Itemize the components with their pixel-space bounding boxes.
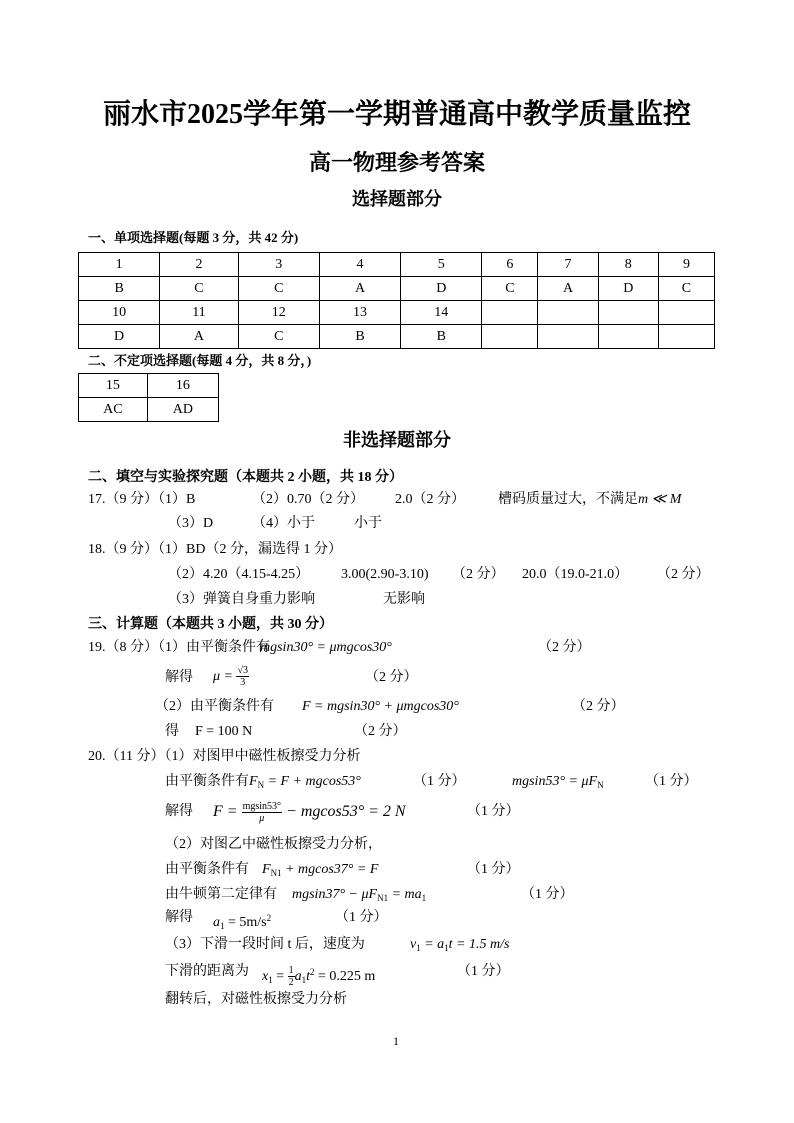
formula: F = 100 N bbox=[195, 724, 253, 739]
formula: F = mgsin30° + μmgcos30° bbox=[302, 699, 459, 714]
part-heading-choice: 选择题部分 bbox=[352, 189, 442, 209]
table-cell: C bbox=[238, 277, 319, 301]
formula: $v_1 = a_1t = 1.5$ m/s bbox=[410, 937, 510, 953]
table-cell: 4 bbox=[319, 253, 400, 277]
table-cell: A bbox=[538, 277, 598, 301]
table-cell: B bbox=[319, 325, 400, 349]
score-text: （2 分） bbox=[572, 699, 625, 714]
score-text: （1 分） bbox=[335, 910, 388, 925]
answer-text: （2）对图乙中磁性板擦受力分析， bbox=[165, 837, 382, 852]
section-heading: 一、单项选择题(每题 3 分，共 42 分) bbox=[88, 230, 299, 245]
answer-text: （4）小于 bbox=[252, 516, 315, 531]
score-text: （1 分） bbox=[457, 964, 510, 979]
table-cell: 6 bbox=[482, 253, 538, 277]
table-cell: A bbox=[160, 325, 238, 349]
answer-text: 解得 bbox=[165, 910, 193, 925]
table-row bbox=[79, 301, 715, 325]
table-cell bbox=[538, 301, 598, 325]
formula: $x_1$ = $\frac{1}{2}$ $a_1t^2 = 0.225$ m bbox=[262, 965, 376, 989]
table-row bbox=[79, 253, 715, 277]
answer-text: 翻转后，对磁性板擦受力分析 bbox=[165, 992, 347, 1007]
table-cell: C bbox=[482, 277, 538, 301]
table-cell bbox=[482, 301, 538, 325]
table-row bbox=[79, 277, 715, 301]
section-heading: 二、填空与实验探究题（本题共 2 小题，共 18 分） bbox=[88, 470, 403, 485]
section-heading: 三、计算题（本题共 3 小题，共 30 分） bbox=[88, 617, 333, 632]
answer-text: 19.（8 分）（1）由平衡条件有 bbox=[88, 640, 270, 655]
answer-text: 解得 bbox=[165, 670, 193, 685]
answer-text: （3）弹簧自身重力影响 bbox=[168, 592, 315, 607]
answer-table-multi bbox=[78, 373, 219, 422]
table-cell: 8 bbox=[598, 253, 658, 277]
answer-text: 槽码质量过大，不满足m ≪ M bbox=[498, 492, 682, 507]
table-cell bbox=[482, 325, 538, 349]
table-cell: 2 bbox=[160, 253, 238, 277]
table-cell: C bbox=[238, 325, 319, 349]
table-cell: B bbox=[401, 325, 482, 349]
table-cell: 15 bbox=[79, 374, 148, 398]
table-cell: 12 bbox=[238, 301, 319, 325]
formula: $mgsin53^\circ = \mu F_N$ bbox=[512, 774, 604, 790]
table-cell: 3 bbox=[238, 253, 319, 277]
table-cell: 14 bbox=[401, 301, 482, 325]
formula: mgsin30° = μmgcos30° bbox=[260, 640, 392, 655]
score-text: （2 分） bbox=[452, 567, 505, 582]
formula: $mgsin37^\circ - \mu F_{N1} = ma_1$ bbox=[292, 887, 427, 903]
table-cell bbox=[658, 301, 714, 325]
table-cell: 11 bbox=[160, 301, 238, 325]
answer-table-single bbox=[78, 252, 715, 349]
answer-text: 得 bbox=[165, 724, 179, 739]
score-text: （1 分） bbox=[413, 774, 466, 789]
answer-text: 解得 bbox=[165, 804, 193, 819]
table-cell: AC bbox=[79, 398, 148, 422]
table-cell bbox=[598, 325, 658, 349]
score-text: （2 分） bbox=[354, 724, 407, 739]
answer-text: 20.0（19.0-21.0） bbox=[522, 567, 629, 582]
part-heading-nonchoice: 非选择题部分 bbox=[343, 430, 451, 450]
formula: F = $\frac{mgsin53^\circ}{\mu} - mgcos53^\circ = 2$ N bbox=[213, 800, 406, 824]
answer-text: 20.（11 分）（1）对图甲中磁性板擦受力分析 bbox=[88, 749, 361, 764]
table-row bbox=[79, 398, 219, 422]
table-row bbox=[79, 325, 715, 349]
answer-text: （3）下滑一段时间 t 后，速度为 bbox=[165, 937, 365, 952]
answer-text: 17.（9 分）（1）B bbox=[88, 492, 196, 507]
table-cell bbox=[598, 301, 658, 325]
score-text: （1 分） bbox=[467, 862, 520, 877]
answer-text: 小于 bbox=[354, 516, 382, 531]
answer-text: （3）D bbox=[168, 516, 214, 531]
table-cell: B bbox=[79, 277, 160, 301]
section-heading: 二、不定项选择题(每题 4 分，共 8 分，) bbox=[88, 353, 312, 368]
answer-text: 2.0（2 分） bbox=[395, 492, 465, 507]
answer-text: 下滑的距离为 bbox=[165, 964, 249, 979]
answer-text: 无影响 bbox=[383, 592, 425, 607]
score-text: （2 分） bbox=[657, 567, 710, 582]
answer-text: （2）由平衡条件有 bbox=[155, 699, 274, 714]
formula: $F_{N1} + mgcos37^\circ = F$ bbox=[262, 862, 379, 878]
table-cell: A bbox=[319, 277, 400, 301]
score-text: （1 分） bbox=[521, 887, 574, 902]
score-text: （2 分） bbox=[538, 640, 591, 655]
table-cell: 5 bbox=[401, 253, 482, 277]
table-cell: C bbox=[658, 277, 714, 301]
table-row bbox=[79, 374, 219, 398]
table-cell: 16 bbox=[147, 374, 218, 398]
table-cell: AD bbox=[147, 398, 218, 422]
table-cell: D bbox=[79, 325, 160, 349]
table-cell: D bbox=[401, 277, 482, 301]
table-cell: 7 bbox=[538, 253, 598, 277]
answer-text: 由平衡条件有 bbox=[165, 862, 249, 877]
formula: $a_1 = 5m/s^2$ bbox=[213, 913, 272, 931]
table-cell: 13 bbox=[319, 301, 400, 325]
table-cell bbox=[538, 325, 598, 349]
score-text: （1 分） bbox=[645, 774, 698, 789]
document-title: 丽水市2025学年第一学期普通高中教学质量监控 bbox=[102, 99, 691, 130]
formula: 由平衡条件有$F_N = F + mgcos53^\circ$ bbox=[165, 774, 361, 790]
answer-text: （2）0.70（2 分） bbox=[252, 492, 364, 507]
score-text: （2 分） bbox=[365, 670, 418, 685]
answer-text: （2）4.20（4.15-4.25） bbox=[168, 567, 310, 582]
answer-text: 由牛顿第二定律有 bbox=[165, 887, 277, 902]
table-cell: 9 bbox=[658, 253, 714, 277]
table-cell: D bbox=[598, 277, 658, 301]
answer-text: 18.（9 分）（1）BD（2 分，漏选得 1 分） bbox=[88, 542, 342, 557]
table-cell bbox=[658, 325, 714, 349]
score-text: （1 分） bbox=[467, 804, 520, 819]
document-subtitle: 高一物理参考答案 bbox=[308, 150, 485, 175]
page-number: 1 bbox=[393, 1034, 399, 1048]
formula: μ = $\frac{√3}{3}$ bbox=[213, 665, 248, 689]
table-cell: 10 bbox=[79, 301, 160, 325]
table-cell: 1 bbox=[79, 253, 160, 277]
table-cell: C bbox=[160, 277, 238, 301]
answer-text: 3.00(2.90-3.10) bbox=[341, 567, 429, 582]
